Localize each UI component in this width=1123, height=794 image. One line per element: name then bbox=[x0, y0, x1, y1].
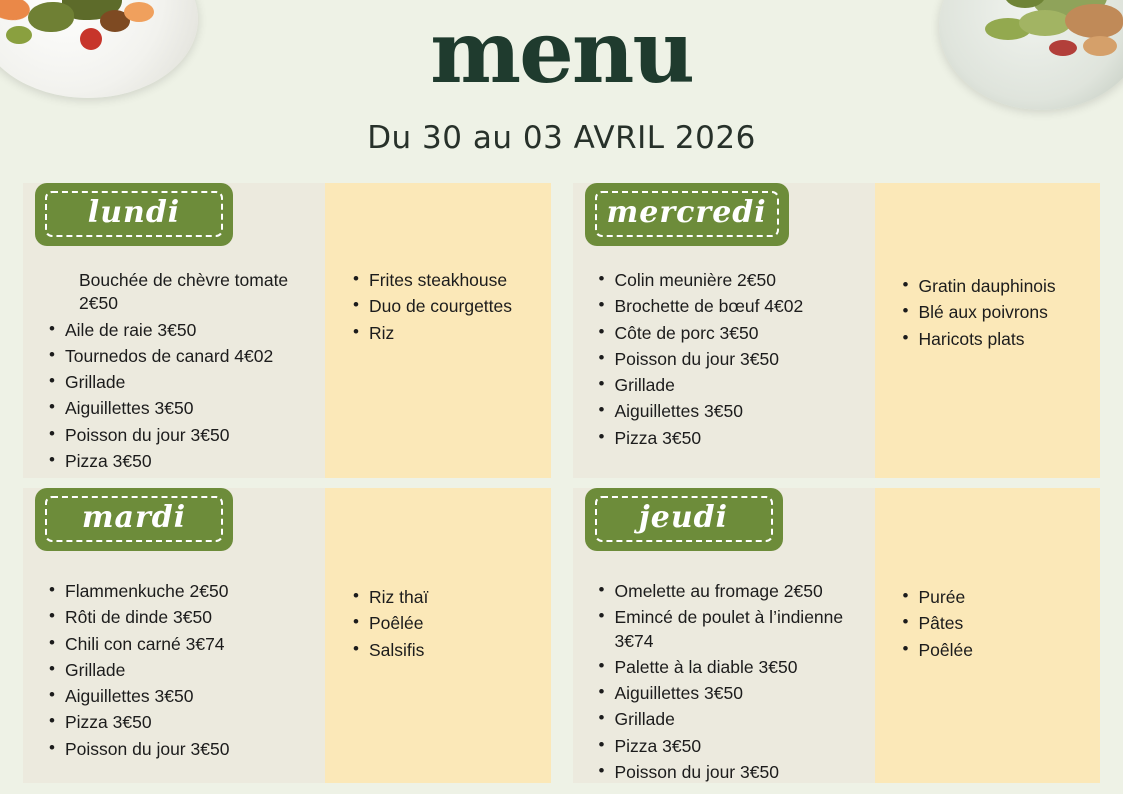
list-item: • Omelette au fromage 2€50 bbox=[599, 580, 865, 603]
day-card-mardi bbox=[23, 488, 551, 783]
mercredi-main-column bbox=[573, 183, 875, 478]
day-tab-mardi bbox=[35, 488, 233, 551]
day-tab-lundi bbox=[35, 183, 233, 246]
mercredi-side-list bbox=[903, 275, 1093, 354]
list-item: • Poisson du jour 3€50 bbox=[49, 738, 315, 761]
list-item: • Aiguillettes 3€50 bbox=[599, 682, 865, 705]
day-tab-inner bbox=[595, 191, 779, 237]
list-item: • Aiguillettes 3€50 bbox=[49, 397, 315, 420]
day-tab-inner bbox=[45, 191, 223, 237]
list-item: Bouchée de chèvre tomate 2€50 bbox=[79, 270, 289, 314]
lundi-dish-list bbox=[49, 269, 315, 476]
day-card-mercredi bbox=[573, 183, 1101, 478]
list-item: • Pâtes bbox=[903, 612, 1093, 635]
list-item: • Grillade bbox=[49, 659, 315, 682]
lundi-side-list bbox=[353, 269, 543, 348]
list-item: • Tournedos de canard 4€02 bbox=[49, 345, 315, 368]
list-item: • Duo de courgettes bbox=[353, 295, 543, 318]
list-item: • Salsifis bbox=[353, 639, 543, 662]
day-card-jeudi bbox=[573, 488, 1101, 783]
day-name: jeudi bbox=[638, 500, 729, 535]
lundi-side-column bbox=[325, 183, 551, 478]
list-item: • Poisson du jour 3€50 bbox=[599, 348, 865, 371]
day-tab-inner bbox=[595, 496, 773, 542]
list-item: • Aiguillettes 3€50 bbox=[49, 685, 315, 708]
jeudi-side-list bbox=[903, 586, 1093, 665]
list-item: • Blé aux poivrons bbox=[903, 301, 1093, 324]
jeudi-dish-list bbox=[599, 580, 865, 787]
list-item: • Colin meunière 2€50 bbox=[599, 269, 865, 292]
mardi-main-column bbox=[23, 488, 325, 783]
list-item: • Frites steakhouse bbox=[353, 269, 543, 292]
day-name: mardi bbox=[81, 500, 187, 535]
mardi-side-column bbox=[325, 488, 551, 783]
list-item: • Poisson du jour 3€50 bbox=[599, 761, 865, 784]
lundi-main-column bbox=[23, 183, 325, 478]
list-item: • Grillade bbox=[599, 708, 865, 731]
day-card-lundi bbox=[23, 183, 551, 478]
list-item: • Grillade bbox=[49, 371, 315, 394]
list-item: • Pizza 3€50 bbox=[599, 427, 865, 450]
list-item: • Aile de raie 3€50 bbox=[49, 319, 315, 342]
list-item: • Emincé de poulet à l’indienne 3€74 bbox=[599, 606, 865, 653]
list-item: • Poêlée bbox=[903, 639, 1093, 662]
jeudi-main-column bbox=[573, 488, 875, 783]
list-item: • Chili con carné 3€74 bbox=[49, 633, 315, 656]
list-item: • Pizza 3€50 bbox=[599, 735, 865, 758]
list-item: • Haricots plats bbox=[903, 328, 1093, 351]
list-item: • Gratin dauphinois bbox=[903, 275, 1093, 298]
list-item: • Poisson du jour 3€50 bbox=[49, 424, 315, 447]
list-item: • Riz bbox=[353, 322, 543, 345]
day-name: lundi bbox=[87, 195, 181, 230]
list-item: • Grillade bbox=[599, 374, 865, 397]
mardi-side-list bbox=[353, 586, 543, 665]
day-tab-inner bbox=[45, 496, 223, 542]
list-item: • Pizza 3€50 bbox=[49, 450, 315, 473]
jeudi-side-column bbox=[875, 488, 1101, 783]
mardi-dish-list bbox=[49, 580, 315, 764]
day-name: mercredi bbox=[606, 195, 767, 230]
list-item: • Palette à la diable 3€50 bbox=[599, 656, 865, 679]
list-item: • Pizza 3€50 bbox=[49, 711, 315, 734]
list-item: • Brochette de bœuf 4€02 bbox=[599, 295, 865, 318]
mercredi-side-column bbox=[875, 183, 1101, 478]
day-tab-mercredi bbox=[585, 183, 789, 246]
week-grid bbox=[23, 183, 1100, 783]
date-range: Du 30 au 03 AVRIL 2026 bbox=[367, 120, 756, 156]
list-item: • Purée bbox=[903, 586, 1093, 609]
page-title: menu bbox=[430, 2, 693, 103]
list-item: • Rôti de dinde 3€50 bbox=[49, 606, 315, 629]
mercredi-dish-list bbox=[599, 269, 865, 453]
list-item: • Riz thaï bbox=[353, 586, 543, 609]
day-tab-jeudi bbox=[585, 488, 783, 551]
list-item: • Aiguillettes 3€50 bbox=[599, 400, 865, 423]
list-item: • Flammenkuche 2€50 bbox=[49, 580, 315, 603]
list-item: • Côte de porc 3€50 bbox=[599, 322, 865, 345]
list-item: • Poêlée bbox=[353, 612, 543, 635]
